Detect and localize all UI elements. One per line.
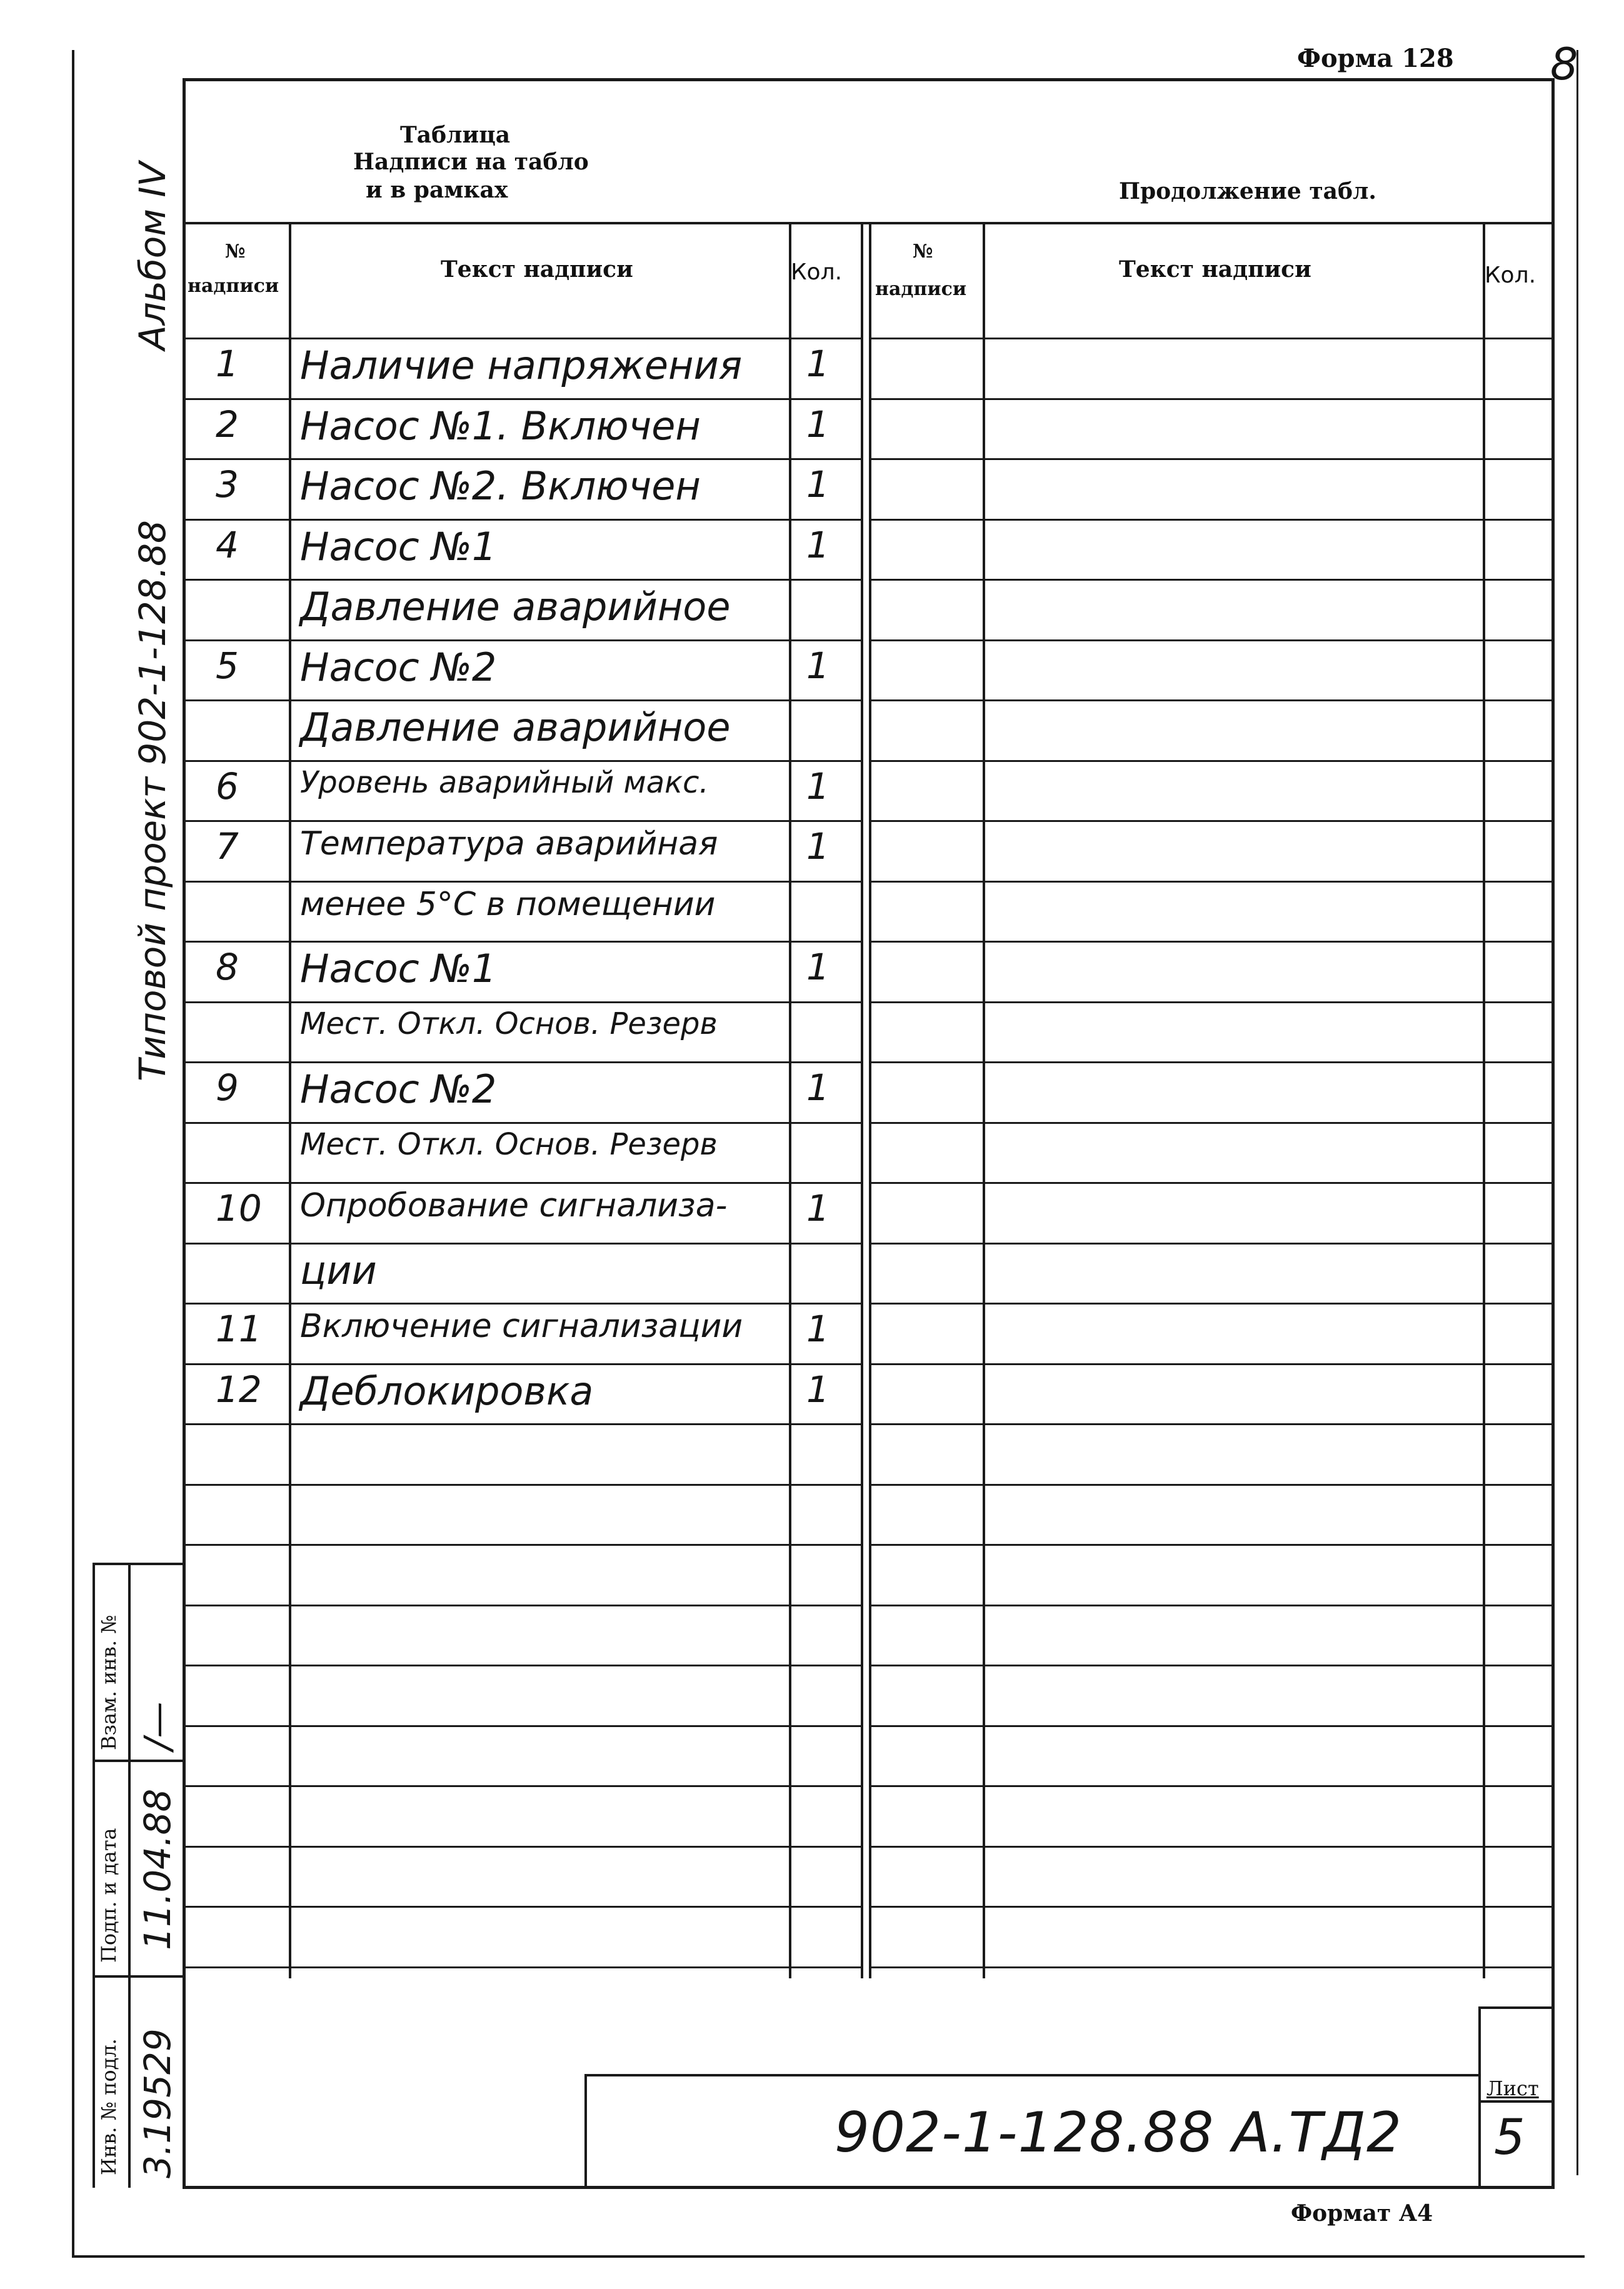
row-number: 6 xyxy=(216,765,239,808)
row-line-right xyxy=(869,1363,1551,1365)
row-text: Давление аварийное xyxy=(300,584,731,629)
stamp-divider-2 xyxy=(93,1975,185,1978)
frame-right xyxy=(1551,78,1555,2188)
row-line-left xyxy=(185,1665,861,1666)
right-col-num-divider xyxy=(983,222,985,1978)
continuation-label: Продолжение табл. xyxy=(1119,178,1376,204)
stamp-vzam-label: Взам. инв. № xyxy=(97,1615,121,1750)
row-number: 5 xyxy=(216,644,239,687)
row-text: Насос №2 xyxy=(300,1066,497,1112)
row-qty: 1 xyxy=(806,1308,830,1350)
frame-top xyxy=(183,78,1555,81)
row-text: Насос №1 xyxy=(300,946,497,991)
row-qty: 1 xyxy=(806,463,830,506)
stamp-inv-value: 3.19529 xyxy=(136,2028,179,2178)
format-label: Формат А4 xyxy=(1291,2200,1433,2226)
row-line-left xyxy=(185,519,861,521)
row-qty: 1 xyxy=(806,1066,830,1109)
stamp-podp-value: 11.04.88 xyxy=(136,1788,179,1950)
row-line-right xyxy=(869,1725,1551,1727)
left-header-num-label: надписи xyxy=(188,275,279,297)
left-col-qty-divider xyxy=(789,222,791,1978)
row-line-left xyxy=(185,1846,861,1848)
row-qty: 1 xyxy=(806,946,830,988)
left-header-qty: Кол. xyxy=(791,259,843,285)
row-number: 4 xyxy=(216,524,239,566)
row-line-left xyxy=(185,1423,861,1425)
row-line-left xyxy=(185,1182,861,1184)
row-text: ции xyxy=(300,1248,377,1293)
row-text: Температура аварийная xyxy=(300,825,718,863)
stamp-divider-1 xyxy=(93,1760,185,1762)
row-line-right xyxy=(869,1906,1551,1908)
page-mark: 8 xyxy=(1550,39,1578,90)
row-qty: 1 xyxy=(806,1368,830,1411)
row-line-right xyxy=(869,1423,1551,1425)
row-line-left xyxy=(185,338,861,339)
row-line-left xyxy=(185,1906,861,1908)
row-qty: 1 xyxy=(806,403,830,446)
project-label: Типовой проект 902-1-128.88 xyxy=(131,520,174,1081)
row-line-right xyxy=(869,458,1551,460)
row-line-left xyxy=(185,1363,861,1365)
row-qty: 1 xyxy=(806,343,830,385)
row-line-right xyxy=(869,699,1551,701)
sheet-number: 5 xyxy=(1494,2110,1525,2166)
stamp-top-edge xyxy=(93,1563,185,1565)
row-line-left xyxy=(185,1122,861,1124)
table-subtitle-2: и в рамках xyxy=(366,177,508,203)
left-col-num-divider xyxy=(289,222,291,1978)
row-line-left xyxy=(185,820,861,822)
row-number: 10 xyxy=(216,1187,262,1230)
right-margin-line xyxy=(1576,50,1578,2175)
row-qty: 1 xyxy=(806,644,830,687)
row-line-right xyxy=(869,519,1551,521)
row-text: Деблокировка xyxy=(300,1368,594,1414)
row-line-left xyxy=(185,1001,861,1003)
stamp-podp-label: Подп. и дата xyxy=(97,1828,121,1963)
row-line-right xyxy=(869,1966,1551,1968)
row-line-left xyxy=(185,1785,861,1787)
row-number: 8 xyxy=(216,946,239,988)
row-qty: 1 xyxy=(806,765,830,808)
stamp-mid-divider xyxy=(128,1563,131,2188)
titleblock-sheet-left xyxy=(1478,2006,1481,2188)
frame-left xyxy=(183,78,186,2188)
row-line-right xyxy=(869,639,1551,641)
row-line-left xyxy=(185,398,861,400)
row-number: 9 xyxy=(216,1066,239,1109)
row-line-right xyxy=(869,1846,1551,1848)
row-text: Уровень аварийный макс. xyxy=(300,765,709,800)
right-header-qty: Кол. xyxy=(1485,263,1536,288)
row-line-right xyxy=(869,1303,1551,1305)
document-designation: 902-1-128.88 А.ТД2 xyxy=(835,2100,1403,2165)
row-text: Насос №1. Включен xyxy=(300,403,701,449)
row-line-left xyxy=(185,1243,861,1245)
table-title: Таблица xyxy=(400,122,511,148)
left-table-right-edge xyxy=(861,222,863,1978)
row-line-right xyxy=(869,760,1551,762)
row-text: менее 5°С в помещении xyxy=(300,886,716,923)
row-line-left xyxy=(185,1605,861,1606)
row-line-right xyxy=(869,1484,1551,1486)
row-line-left xyxy=(185,941,861,943)
frame-bottom xyxy=(183,2186,1555,2189)
row-line-right xyxy=(869,881,1551,883)
row-text: Мест. Откл. Основ. Резерв xyxy=(300,1127,718,1162)
left-header-text: Текст надписи xyxy=(441,256,633,283)
row-line-right xyxy=(869,1122,1551,1124)
row-line-left xyxy=(185,1303,861,1305)
left-header-num-symbol: № xyxy=(225,241,246,263)
row-line-right xyxy=(869,398,1551,400)
row-number: 11 xyxy=(216,1308,262,1350)
row-number: 12 xyxy=(216,1368,262,1411)
row-number: 3 xyxy=(216,463,239,506)
row-line-right xyxy=(869,941,1551,943)
row-line-left xyxy=(185,1966,861,1968)
left-binding-line xyxy=(72,50,74,2256)
row-text: Мест. Откл. Основ. Резерв xyxy=(300,1006,718,1041)
row-line-right xyxy=(869,1061,1551,1063)
right-header-num-symbol: № xyxy=(913,241,933,263)
row-text: Насос №2 xyxy=(300,644,497,690)
row-text: Насос №1 xyxy=(300,524,497,569)
table-subtitle: Надписи на табло xyxy=(353,149,589,175)
row-line-left xyxy=(185,1725,861,1727)
row-qty: 1 xyxy=(806,524,830,566)
album-label: Альбом IV xyxy=(131,161,174,350)
right-table-left-edge xyxy=(869,222,871,1978)
stamp-left-edge xyxy=(93,1563,95,2188)
row-text: Опробование сигнализа- xyxy=(300,1187,728,1225)
row-line-right xyxy=(869,1182,1551,1184)
row-line-right xyxy=(869,1243,1551,1245)
row-text: Насос №2. Включен xyxy=(300,463,701,509)
right-header-text: Текст надписи xyxy=(1119,256,1311,283)
row-line-left xyxy=(185,458,861,460)
titleblock-top xyxy=(584,2074,1478,2076)
row-line-right xyxy=(869,1001,1551,1003)
row-line-left xyxy=(185,639,861,641)
right-header-num-label: надписи xyxy=(875,278,967,300)
stamp-vzam-value: /— xyxy=(136,1701,179,1750)
sheet-label: Лист xyxy=(1486,2076,1539,2100)
row-qty: 1 xyxy=(806,825,830,868)
row-line-right xyxy=(869,1785,1551,1787)
row-line-left xyxy=(185,760,861,762)
row-qty: 1 xyxy=(806,1187,830,1230)
row-line-right xyxy=(869,1544,1551,1546)
row-line-left xyxy=(185,1544,861,1546)
row-line-left xyxy=(185,1061,861,1063)
row-number: 7 xyxy=(216,825,239,868)
form-label: Форма 128 xyxy=(1297,44,1454,73)
row-number: 2 xyxy=(216,403,239,446)
row-text: Включение сигнализации xyxy=(300,1308,743,1345)
right-col-qty-divider xyxy=(1483,222,1485,1978)
stamp-inv-label: Инв. № подл. xyxy=(97,2038,121,2175)
row-text: Наличие напряжения xyxy=(300,343,743,388)
row-line-left xyxy=(185,699,861,701)
titleblock-sheet-top xyxy=(1478,2006,1553,2009)
row-line-right xyxy=(869,338,1551,339)
row-line-left xyxy=(185,1484,861,1486)
row-line-right xyxy=(869,579,1551,581)
row-line-right xyxy=(869,1605,1551,1606)
row-text: Давление аварийное xyxy=(300,704,731,750)
titleblock-left xyxy=(584,2074,587,2188)
titleblock-sheet-divider xyxy=(1478,2100,1553,2103)
row-number: 1 xyxy=(216,343,239,385)
row-line-right xyxy=(869,1665,1551,1666)
bottom-binding-line xyxy=(72,2255,1585,2258)
row-line-left xyxy=(185,579,861,581)
row-line-right xyxy=(869,820,1551,822)
row-line-left xyxy=(185,881,861,883)
